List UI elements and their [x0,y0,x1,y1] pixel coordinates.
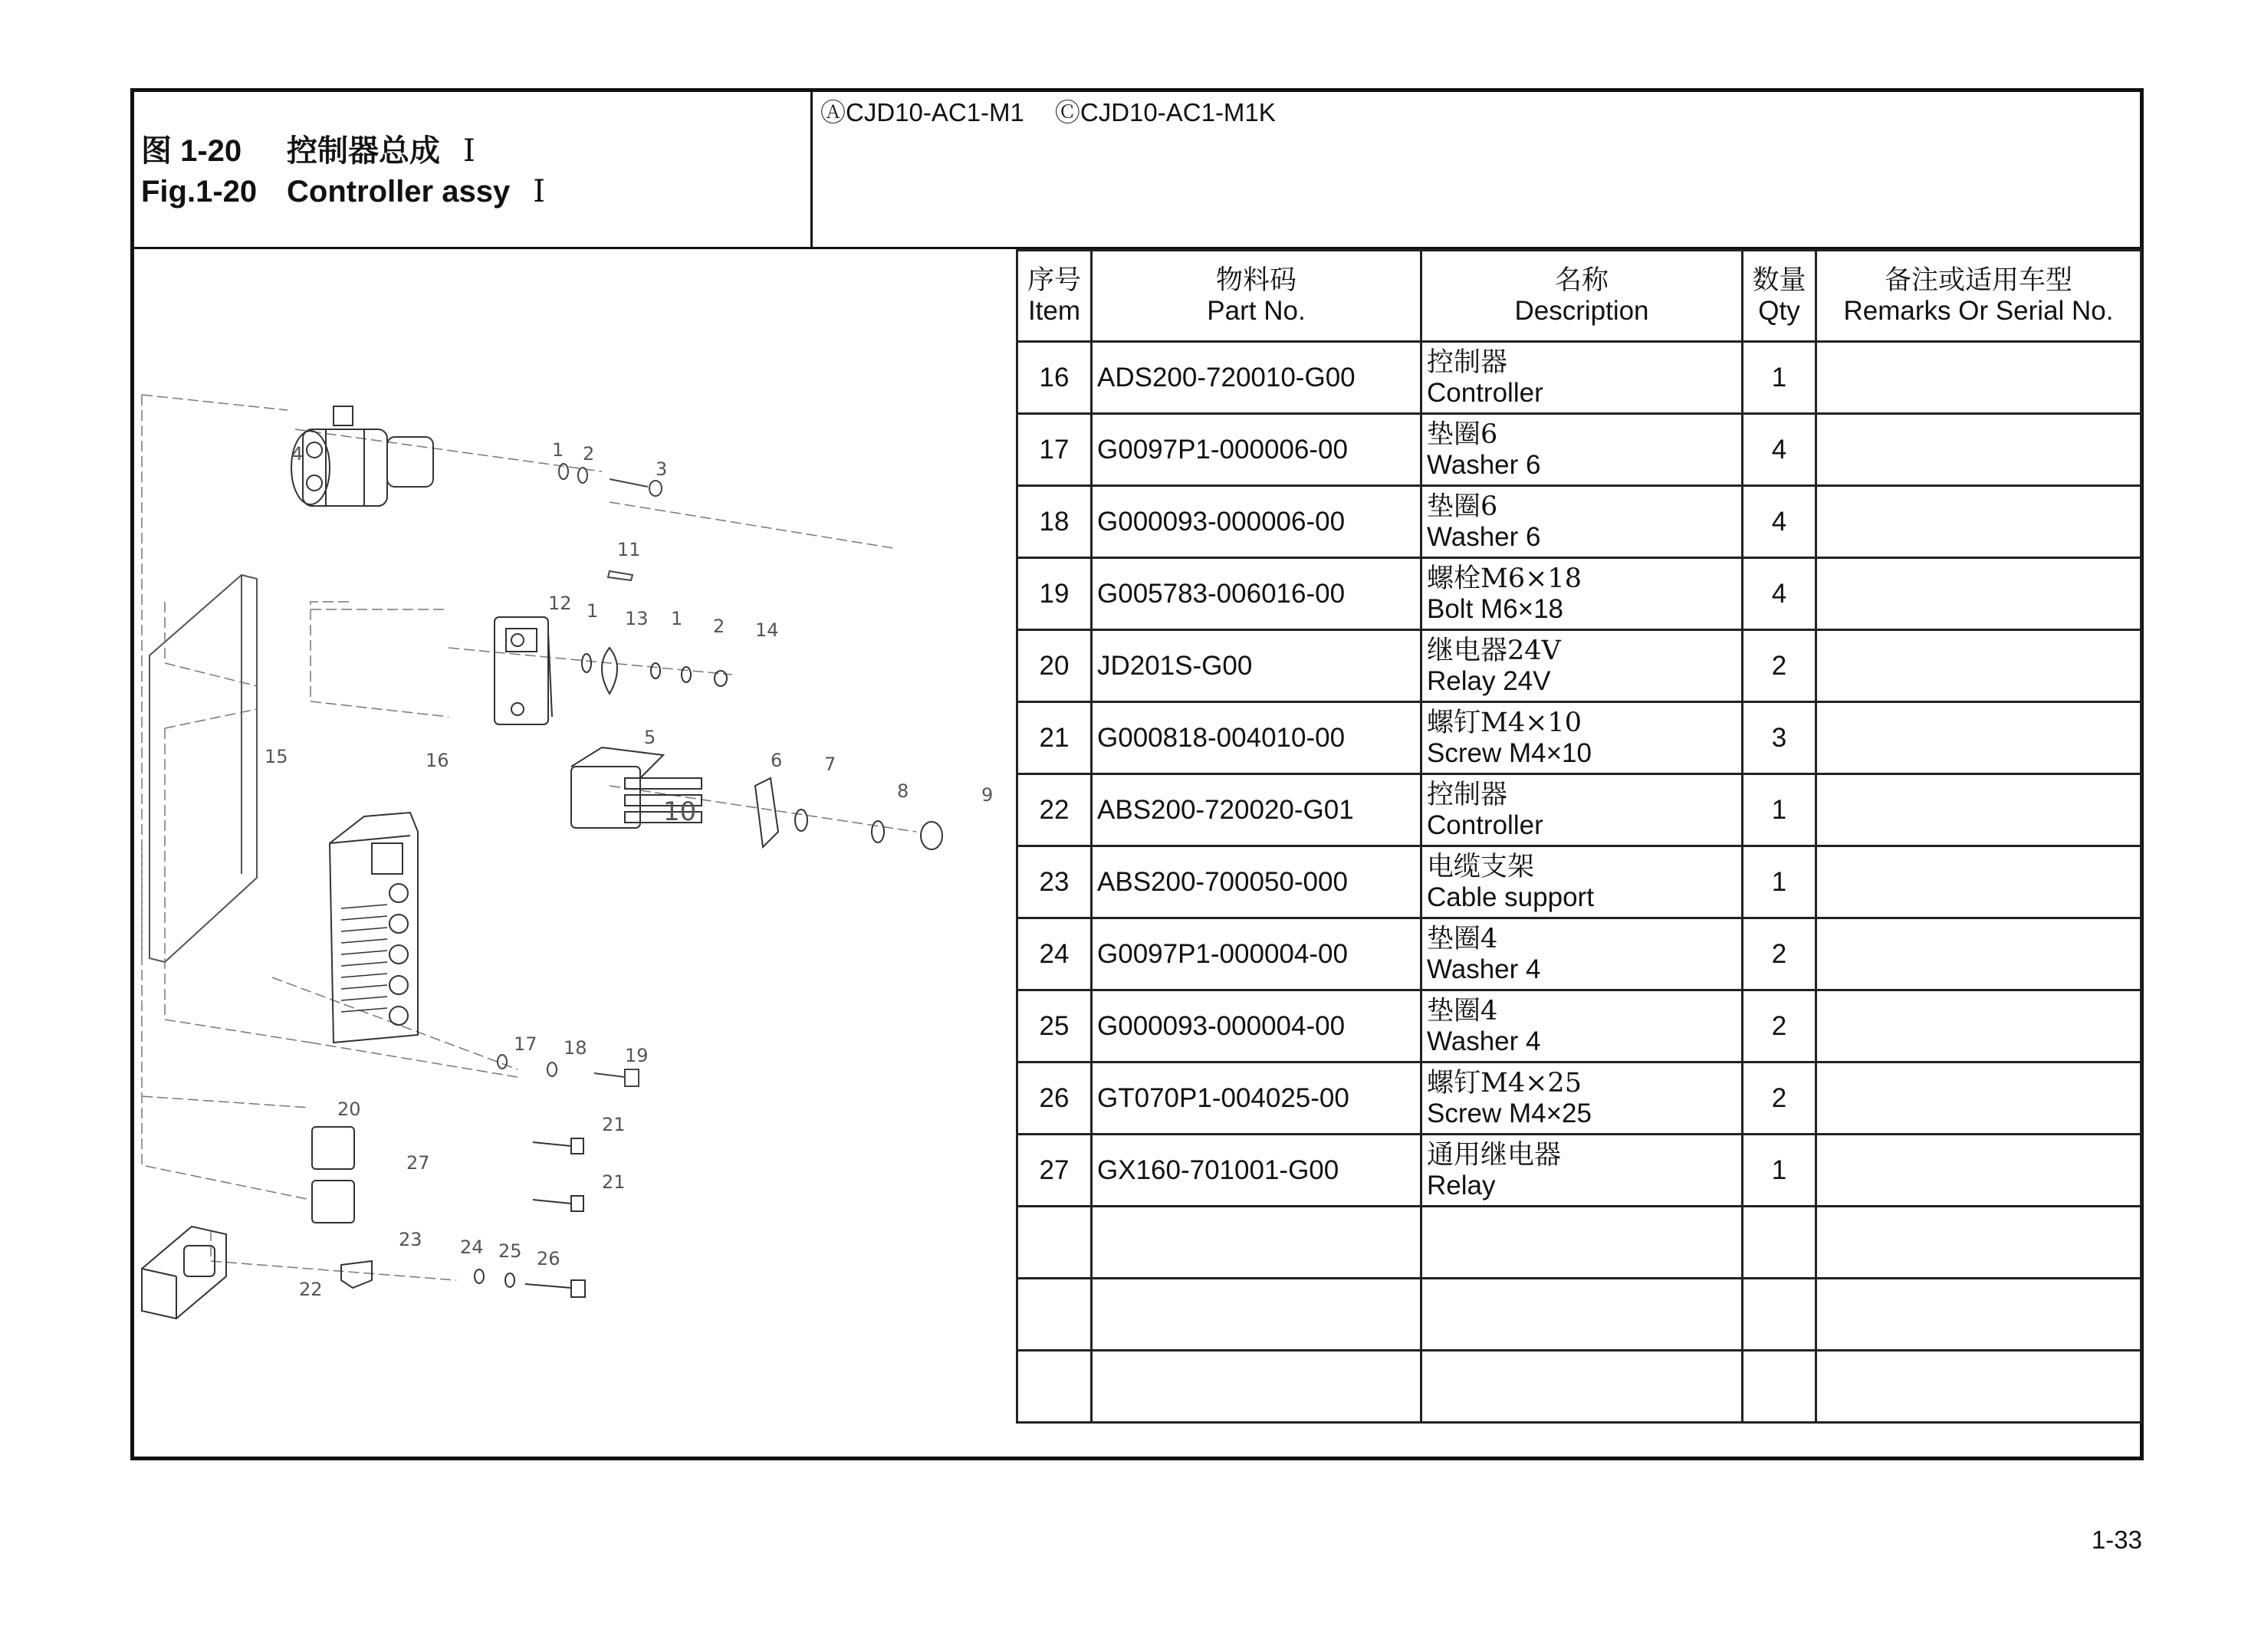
title-cn-text: 控制器总成 [287,133,440,169]
table-row [1017,414,2141,486]
description-en: Screw M4×10 [1427,737,1592,768]
cell-qty: 2 [1743,990,1816,1062]
description-en: Cable support [1427,882,1594,912]
terminal-block [571,747,942,849]
table-row [1017,486,2141,558]
callout-9: 9 [981,784,994,806]
callout-5: 5 [644,727,656,748]
cell-part-no: G005783-006016-00 [1092,558,1421,630]
cell-remarks [1816,774,2141,846]
cell-remarks [1816,342,2141,414]
cell-item [1017,1279,1092,1351]
callout-8: 8 [897,780,909,802]
callout-11: 11 [617,539,641,560]
cell-description [1421,342,1743,414]
title-en [141,174,545,209]
col-header-item: 序号 Item [1017,251,1092,342]
description-cn: 控制器 [1427,779,1508,810]
callout-2b: 2 [713,616,725,637]
table-row [1017,918,2141,990]
description-cn: 垫圈6 [1427,419,1498,450]
controller [330,813,418,1043]
table-row [1017,774,2141,846]
table-row [1017,1279,2141,1351]
title-cn [141,126,475,170]
description-en: Washer 4 [1427,1026,1541,1056]
table-row [1017,846,2141,918]
callout-2: 2 [583,443,595,465]
cell-qty: 1 [1743,774,1816,846]
cell-qty [1743,1207,1816,1279]
cell-description [1421,774,1743,846]
cell-description [1421,1207,1743,1279]
cell-qty: 1 [1743,342,1816,414]
cell-part-no: ABS200-700050-000 [1092,846,1421,918]
callout-13: 13 [625,608,649,629]
roman-numeral: Ⅰ [463,133,475,169]
cell-qty: 4 [1743,558,1816,630]
cell-remarks [1816,846,2141,918]
description-cn: 螺钉M4×25 [1427,1067,1582,1099]
cell-remarks [1816,702,2141,774]
cell-qty [1743,1279,1816,1351]
callout-18: 18 [564,1037,587,1059]
cell-description [1421,846,1743,918]
exploded-parts-diagram [134,249,1016,1457]
col-header-part-no: 物料码 Part No. [1092,251,1421,342]
cell-description [1421,630,1743,702]
cell-qty: 2 [1743,1062,1816,1135]
callout-10: 10 [663,796,697,827]
callout-16: 16 [426,750,449,771]
cell-qty: 1 [1743,846,1816,918]
callout-7: 7 [824,754,836,775]
fig-number-cn: 图 1-20 [141,134,242,168]
description-cn: 螺栓M6×18 [1427,563,1582,594]
description-en: Controller [1427,377,1543,408]
callout-21b: 21 [602,1171,626,1193]
cell-remarks [1816,1279,2141,1351]
description-en: Washer 4 [1427,954,1541,984]
callout-1: 1 [552,439,564,461]
table-header-row [1017,251,2141,342]
cell-part-no [1092,1279,1421,1351]
description-cn: 螺钉M4×10 [1427,707,1582,738]
cell-part-no: ABS200-720020-G01 [1092,774,1421,846]
cell-part-no: G000093-000004-00 [1092,990,1421,1062]
cell-qty: 2 [1743,630,1816,702]
cell-remarks [1816,1062,2141,1135]
callout-14: 14 [755,619,779,641]
description-en: Controller [1427,810,1543,840]
callout-22: 22 [299,1279,323,1300]
cell-part-no: GX160-701001-G00 [1092,1135,1421,1207]
cell-item: 20 [1017,630,1092,702]
cell-remarks [1816,414,2141,486]
callout-17: 17 [514,1033,537,1055]
description-en: Relay 24V [1427,665,1551,696]
description-en: Screw M4×25 [1427,1098,1592,1128]
description-cn: 控制器 [1427,346,1508,378]
description-cn: 垫圈4 [1427,995,1498,1026]
callout-20: 20 [337,1099,361,1120]
table-row [1017,630,2141,702]
page-number: 1-33 [2091,1526,2142,1554]
relay-bracket-middle [495,617,727,724]
description-en: Washer 6 [1427,521,1541,552]
description-cn: 继电器24V [1427,635,1561,666]
table-row [1017,1135,2141,1207]
cell-part-no: GT070P1-004025-00 [1092,1062,1421,1135]
controller-small [142,1227,226,1319]
parts-table [1016,249,2142,1424]
model-block [813,88,2144,249]
cell-description [1421,1135,1743,1207]
cell-part-no [1092,1207,1421,1279]
cell-description [1421,990,1743,1062]
cell-item: 23 [1017,846,1092,918]
cell-item: 27 [1017,1135,1092,1207]
cell-qty: 4 [1743,414,1816,486]
cell-part-no: ADS200-720010-G00 [1092,342,1421,414]
cell-item: 17 [1017,414,1092,486]
cell-remarks [1816,630,2141,702]
applicable-models [820,93,1306,129]
cell-description [1421,486,1743,558]
cell-description [1421,558,1743,630]
relay-small [312,1127,583,1223]
cell-qty: 3 [1743,702,1816,774]
cell-qty: 1 [1743,1135,1816,1207]
cell-item [1017,1351,1092,1423]
description-en: Bolt M6×18 [1427,593,1564,624]
cell-item: 18 [1017,486,1092,558]
cell-part-no: G000093-000006-00 [1092,486,1421,558]
description-cn: 通用继电器 [1427,1139,1562,1171]
cell-description [1421,1279,1743,1351]
table-row [1017,990,2141,1062]
cell-part-no: JD201S-G00 [1092,630,1421,702]
callout-12: 12 [548,593,572,614]
cell-description [1421,1351,1743,1423]
model-c: ⒸCJD10-AC1-M1K [1054,98,1276,126]
relay-24v-top [291,406,433,506]
cell-remarks [1816,1351,2141,1423]
col-header-qty: 数量 Qty [1743,251,1816,342]
callout-27: 27 [406,1152,430,1174]
cell-description [1421,1062,1743,1135]
cell-qty: 2 [1743,918,1816,990]
cell-part-no: G0097P1-000004-00 [1092,918,1421,990]
figure-title-block [130,88,813,249]
callout-3: 3 [656,458,668,480]
description-en: Relay [1427,1170,1496,1200]
cell-item [1017,1207,1092,1279]
roman-numeral: Ⅰ [533,174,546,209]
cell-remarks [1816,1207,2141,1279]
table-row [1017,1207,2141,1279]
fig-number-en: Fig.1-20 [141,175,258,209]
callout-25: 25 [498,1240,522,1262]
callout-4: 4 [291,443,304,465]
callout-1b: 1 [587,600,599,622]
description-cn: 电缆支架 [1427,851,1535,882]
table-row [1017,702,2141,774]
table-row [1017,342,2141,414]
cell-item: 25 [1017,990,1092,1062]
cell-part-no: G000818-004010-00 [1092,702,1421,774]
table-row [1017,558,2141,630]
cell-qty [1743,1351,1816,1423]
cell-description [1421,918,1743,990]
callout-6: 6 [771,750,783,771]
cell-item: 24 [1017,918,1092,990]
cell-item: 19 [1017,558,1092,630]
description-cn: 垫圈6 [1427,491,1498,522]
cell-description [1421,414,1743,486]
title-en-text: Controller assy [287,175,511,209]
callout-24: 24 [460,1237,484,1258]
description-en: Washer 6 [1427,449,1541,480]
callout-19: 19 [625,1045,649,1066]
col-header-remarks: 备注或适用车型 Remarks Or Serial No. [1816,251,2141,342]
table-row [1017,1062,2141,1135]
callout-15: 15 [265,746,288,767]
cell-qty: 4 [1743,486,1816,558]
table-row [1017,1351,2141,1423]
cell-remarks [1816,990,2141,1062]
description-cn: 垫圈4 [1427,923,1498,954]
callout-23: 23 [399,1229,422,1250]
cell-description [1421,702,1743,774]
callout-26: 26 [537,1248,560,1269]
cell-item: 16 [1017,342,1092,414]
cell-remarks [1816,918,2141,990]
cell-remarks [1816,558,2141,630]
model-a: ⒶCJD10-AC1-M1 [820,98,1024,126]
col-header-description: 名称 Description [1421,251,1743,342]
cell-item: 21 [1017,702,1092,774]
cell-item: 22 [1017,774,1092,846]
cell-part-no: G0097P1-000006-00 [1092,414,1421,486]
cell-remarks [1816,486,2141,558]
cell-part-no [1092,1351,1421,1423]
cell-remarks [1816,1135,2141,1207]
callout-21: 21 [602,1114,626,1135]
callout-1c: 1 [671,608,683,629]
cell-item: 26 [1017,1062,1092,1135]
